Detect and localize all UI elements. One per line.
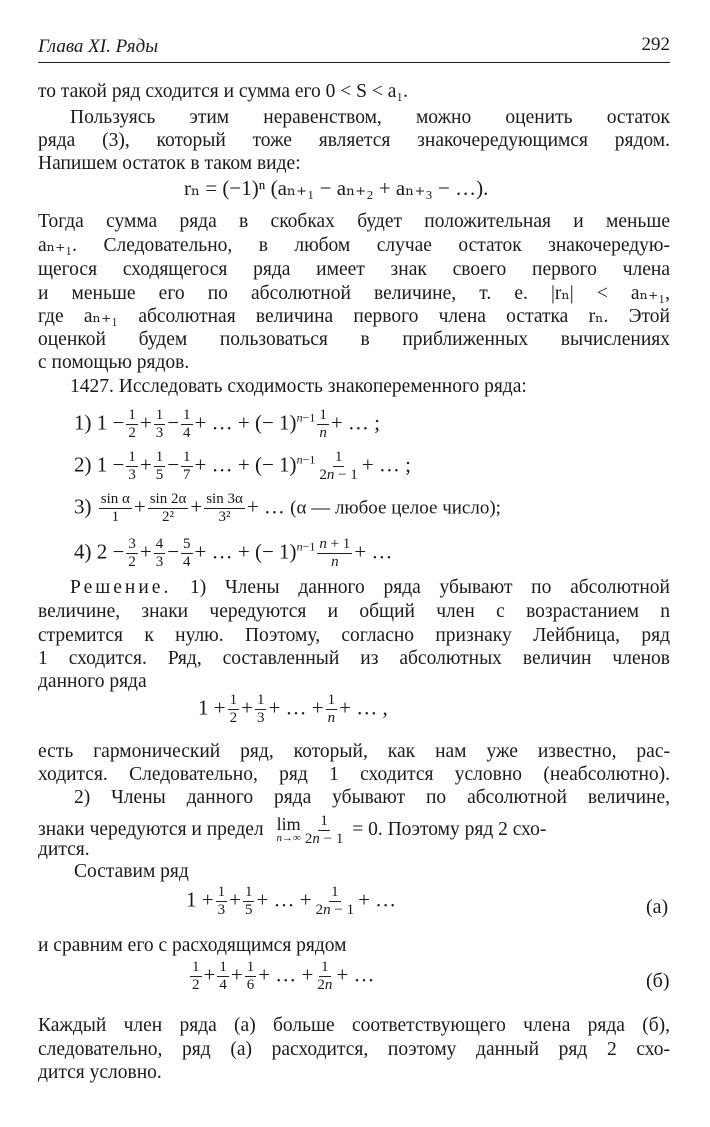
text-line: то такой ряд сходится и сумма его 0 < S < a₁.: [38, 81, 409, 102]
series-number: 1): [74, 410, 92, 435]
text-line: Напишем остаток в таком виде:: [38, 153, 301, 174]
series-number: 2): [74, 452, 92, 477]
text-line: с помощью рядов.: [38, 352, 190, 373]
series-a: 1 + $\frac{1}{3}$ + $\frac{1}{5}$ + … + $\frac{1}{2n - 1}$ + …: [186, 884, 397, 918]
label-a: (а): [646, 896, 669, 918]
page-header: [38, 32, 670, 63]
text-line: щегося сходящегося ряда имеет знак своего первого члена: [38, 259, 670, 280]
solution-line: [70, 576, 670, 600]
text-line: 1) Члены данного ряда убывают по абсолютной: [171, 577, 670, 598]
text-line: aₙ₊₁. Следовательно, в любом случае остаток знакочередую-: [38, 235, 670, 256]
text-line: дится.: [38, 839, 90, 860]
text-line: ряда (3), который тоже является знакочередующимся рядом.: [38, 130, 670, 151]
text-line: величине, знаки чередуются и общий член с возрастанием n: [38, 601, 670, 622]
text-line: следовательно, ряд (а) расходится, поэтому данный ряд 2 схо-: [38, 1039, 670, 1060]
problem-statement: 1427. Исследовать сходимость знакопеременного ряда:: [70, 376, 527, 397]
text-line: оценкой будем пользоваться в приближенных вычислениях: [38, 329, 670, 350]
limit-line: знаки чередуются и предел lim n→∞ $\frac{1}{2n - 1}$ = 0. Поэтому ряд 2 схо-: [38, 813, 547, 847]
series-4: 4) 2 − $\frac{3}{2}$ + $\frac{4}{3}$ − $\frac{5}{4}$ + … + (− 1)$^{n-1}$ $\frac{n + 1}{n}$ + …: [74, 536, 393, 570]
text-line: 2) Члены данного ряда убывают по абсолютной величине,: [74, 787, 670, 808]
series-note: (α — любое целое число);: [290, 497, 501, 519]
series-1: 1) 1 − $\frac{1}{2}$ + $\frac{1}{3}$ − $\frac{1}{4}$ + … + (− 1)$^{n-1}$ $\frac{1}{n}$ + … ;: [74, 407, 381, 441]
text-line: и меньше его по абсолютной величине, т. е. |rₙ| < aₙ₊₁,: [38, 283, 670, 304]
text-line: знаки чередуются и предел: [38, 818, 264, 840]
text-line: стремится к нулю. Поэтому, согласно признаку Лейбница, ряд: [38, 625, 670, 646]
series-b: $\frac{1}{2}$ + $\frac{1}{4}$ + $\frac{1}{6}$ + … + $\frac{1}{2n}$ + …: [192, 959, 375, 993]
text-line: Тогда сумма ряда в скобках будет положительная и меньше: [38, 211, 670, 232]
series-3: 3) $\frac{\text{sin α}}{1}$ + $\frac{\sin 2\alpha}{\text{2²}}$ + $\frac{\sin 3\alpha}{\text{3²}}$ + … (α — любое целое число);: [74, 491, 501, 525]
series-number: 3): [74, 494, 92, 519]
text-line: 1 сходится. Ряд, составленный из абсолютных величин членов: [38, 648, 670, 669]
series-2: 2) 1 − $\frac{1}{3}$ + $\frac{1}{5}$ − $\frac{1}{7}$ + … + (− 1)$^{n-1}$ $\frac{1}{2n - 1}$ + … ;: [74, 449, 411, 483]
page-number: 292: [641, 34, 670, 55]
series-number: 4): [74, 539, 92, 564]
text-line: ходится. Следовательно, ряд 1 сходится условно (неабсолютно).: [38, 764, 670, 785]
limit-operator: lim n→∞: [276, 813, 301, 844]
remainder-formula: rₙ = (−1)ⁿ (aₙ₊₁ − aₙ₊₂ + aₙ₊₃ − …).: [184, 176, 489, 200]
text-line: где aₙ₊₁ абсолютная величина первого члена остатка rₙ. Этой: [38, 306, 670, 327]
label-b: (б): [646, 970, 670, 992]
text-line: Составим ряд: [74, 861, 189, 882]
text-line: и сравним его с расходящимся рядом: [38, 935, 347, 956]
text-line: дится условно.: [38, 1062, 162, 1083]
text-line: = 0. Поэтому ряд 2 схо-: [352, 818, 547, 840]
harmonic-series: 1 + $\frac{1}{2}$ + $\frac{1}{3}$ + … + $\frac{1}{n}$ + … ,: [198, 692, 388, 726]
chapter-title: Глава XI. Ряды: [38, 36, 159, 57]
text-line: есть гармонический ряд, который, как нам уже известно, рас-: [38, 741, 670, 762]
text-line: Пользуясь этим неравенством, можно оценить остаток: [70, 107, 670, 128]
text-line: данного ряда: [38, 671, 147, 692]
solution-label: Решение.: [70, 577, 172, 598]
text-line: Каждый член ряда (а) больше соответствующего члена ряда (б),: [38, 1015, 670, 1036]
